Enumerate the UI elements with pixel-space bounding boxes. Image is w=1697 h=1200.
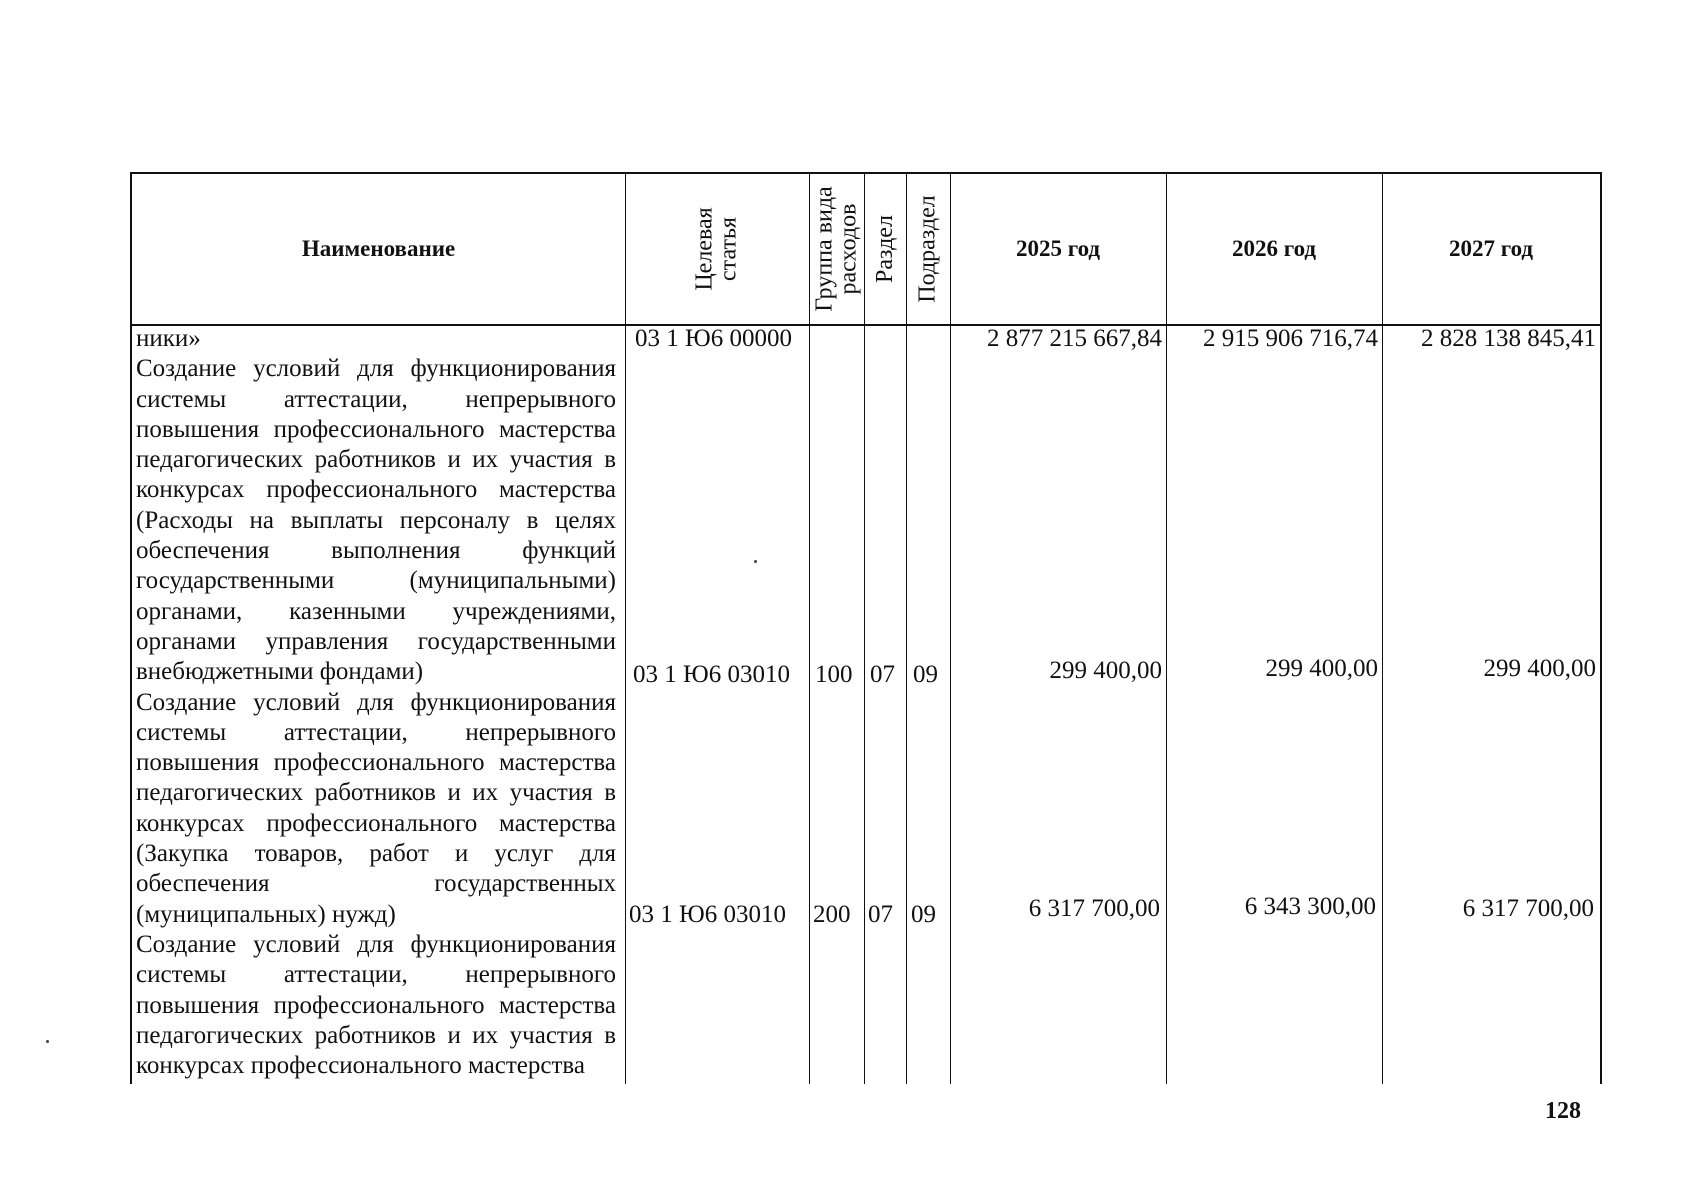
header-target-line2: статья — [715, 217, 742, 281]
name-row-2: Создание условий для функционирования системы аттестации, непрерывного повышения профессионального мастерства педагогических работников и их участия в конкурсах профессионального мастерства (Закупка товаров, работ и услуг для обеспечения государственных (муниципальных) нужд) — [136, 688, 616, 928]
header-subsection-label: Подраздел — [915, 195, 942, 303]
name-row-3: Создание условий для функционирования системы аттестации, непрерывного повышения профессионального мастерства педагогических работников и их участия в конкурсах профессионального мастерства — [136, 930, 616, 1080]
header-section — [864, 174, 906, 324]
header-group-label — [813, 186, 861, 311]
row2-group: 200 — [813, 901, 851, 928]
row1-section: 07 — [870, 661, 895, 688]
header-2026-label: 2026 год — [1231, 235, 1317, 261]
row2-2026: 6 343 300,00 — [1244, 893, 1376, 920]
header-group-line2: расходов — [835, 203, 862, 295]
header-target-line1: Целевая — [691, 207, 718, 291]
row2-section: 07 — [868, 901, 893, 928]
header-subsection — [906, 174, 950, 324]
header-2027 — [1382, 174, 1600, 324]
row0-2026: 2 915 906 716,74 — [1203, 325, 1378, 352]
header-target — [625, 174, 809, 324]
name-row-1: Создание условий для функционирования системы аттестации, непрерывного повышения профессионального мастерства педагогических работников и их участия в конкурсах профессионального мастерства (Расходы на выплаты персоналу в целях обеспечения выполнения функций государственными (муниципальными) органами, казенными учреждениями, органами управления государственными внебюджетными фондами) — [136, 355, 616, 686]
header-2025 — [950, 174, 1166, 324]
row1-subsection: 09 — [913, 661, 938, 688]
row0-2027: 2 828 138 845,41 — [1421, 325, 1596, 352]
row1-2027: 299 400,00 — [1483, 655, 1596, 682]
header-2025-label: 2025 год — [1015, 235, 1101, 261]
header-group — [809, 174, 864, 324]
header-target-label — [693, 207, 741, 290]
row0-2025: 2 877 215 667,84 — [987, 325, 1162, 352]
header-2026 — [1166, 174, 1382, 324]
name-column — [136, 324, 616, 1081]
row0-target: 03 1 Ю6 00000 — [635, 325, 792, 352]
header-group-line1: Группа вида — [811, 186, 838, 312]
page-number: 128 — [1545, 1098, 1581, 1124]
row1-2026: 299 400,00 — [1265, 655, 1378, 682]
row2-target: 03 1 Ю6 03010 — [629, 901, 786, 928]
table-header — [132, 172, 1600, 326]
name-line-continuation: ники» — [136, 325, 201, 352]
header-2027-label: 2027 год — [1448, 235, 1534, 261]
row1-target: 03 1 Ю6 03010 — [633, 661, 790, 688]
row1-2025: 299 400,00 — [1049, 657, 1162, 684]
header-name — [132, 174, 625, 324]
row2-subsection: 09 — [911, 901, 936, 928]
row1-group: 100 — [815, 661, 853, 688]
header-name-label: Наименование — [301, 235, 456, 261]
scan-speck — [46, 1040, 49, 1043]
scan-speck — [754, 560, 757, 563]
row2-2027: 6 317 700,00 — [1462, 895, 1594, 922]
header-section-label: Раздел — [872, 215, 899, 283]
row2-2025: 6 317 700,00 — [1028, 895, 1160, 922]
budget-table — [130, 172, 1602, 1084]
table-body — [132, 324, 1600, 1084]
